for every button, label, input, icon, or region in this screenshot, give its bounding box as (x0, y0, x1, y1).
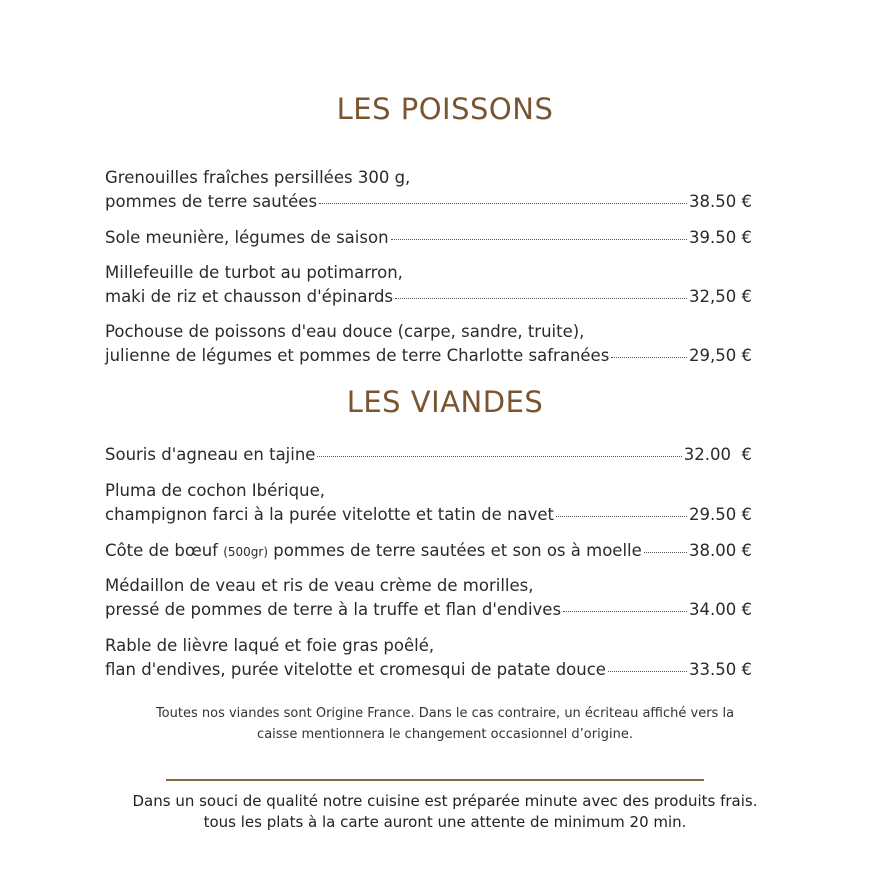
menu-item-grenouilles (105, 166, 752, 214)
section-title-poissons: LES POISSONS (336, 92, 554, 126)
menu-item-desc: maki de riz et chausson d'épinards (105, 287, 394, 306)
footer-note (0, 791, 890, 833)
menu-item-price: 32.00 € (683, 445, 752, 464)
origin-note-line: Toutes nos viandes sont Origine France. Dans le cas contraire, un écriteau affiché vers la (155, 706, 735, 721)
menu-item-desc: Rable de lièvre laqué et foie gras poêlé, (105, 636, 435, 655)
dot-leader (391, 238, 687, 240)
menu-item-price: 29,50 € (689, 346, 752, 365)
origin-note-line: caisse mentionnera le changement occasionnel d’origine. (257, 727, 633, 742)
menu-item-desc: pommes de terre sautées (105, 192, 318, 211)
dot-leader (556, 515, 687, 517)
menu-item-cote-boeuf (105, 539, 752, 564)
dot-leader (395, 297, 687, 299)
menu-item-price: 38.50 € (689, 192, 752, 211)
dot-leader (608, 670, 687, 672)
menu-item-price: 32,50 € (689, 287, 752, 306)
menu-item-turbot (105, 261, 752, 309)
menu-item-desc: Millefeuille de turbot au potimarron, (105, 263, 403, 282)
dot-leader (644, 551, 687, 553)
menu-item-price: 33.50 € (689, 660, 752, 679)
menu-item-souris-agneau (105, 443, 752, 467)
menu-item-desc-part: pommes de terre sautées et son os à moelle (268, 541, 642, 560)
menu-item-sole (105, 226, 752, 250)
dot-leader (319, 202, 687, 204)
footer-line: Dans un souci de qualité notre cuisine est préparée minute avec des produits frais. (132, 792, 758, 810)
menu-item-desc: Pochouse de poissons d'eau douce (carpe, sandre, truite), (105, 322, 585, 341)
menu-item-desc: Grenouilles fraîches persillées 300 g, (105, 168, 411, 187)
menu-item-price: 29.50 € (689, 505, 752, 524)
menu-item-desc: julienne de légumes et pommes de terre Charlotte safranées (105, 346, 610, 365)
menu-item-price: 39.50 € (689, 228, 752, 247)
menu-item-desc-part: Côte de bœuf (105, 541, 224, 560)
footer-line: tous les plats à la carte auront une attente de minimum 20 min. (203, 813, 687, 831)
menu-item-price: 38.00 € (689, 541, 752, 560)
menu-item-desc: flan d'endives, purée vitelotte et cromesqui de patate douce (105, 660, 606, 679)
menu-item-medaillon-veau (105, 574, 752, 622)
menu-item-desc: Pluma de cochon Ibérique, (105, 481, 325, 500)
dot-leader (563, 610, 687, 612)
origin-note (0, 703, 890, 745)
weight-note: (500gr) (223, 545, 269, 559)
menu-item-pluma (105, 479, 752, 527)
menu-item-desc: Médaillon de veau et ris de veau crème de morilles, (105, 576, 534, 595)
menu-item-price: 34.00 € (689, 600, 752, 619)
dot-leader (611, 356, 687, 358)
menu-item-pochouse (105, 320, 752, 368)
dot-leader (317, 455, 681, 457)
menu-item-desc (105, 539, 642, 564)
menu-item-desc: Sole meunière, légumes de saison (105, 228, 389, 247)
menu-item-desc: Souris d'agneau en tajine (105, 445, 316, 464)
menu-item-desc: pressé de pommes de terre à la truffe et flan d'endives (105, 600, 562, 619)
section-title-viandes: LES VIANDES (346, 385, 544, 419)
divider (166, 779, 704, 781)
menu-item-desc: champignon farci à la purée vitelotte et tatin de navet (105, 505, 554, 524)
menu-item-rable-lievre (105, 634, 752, 682)
